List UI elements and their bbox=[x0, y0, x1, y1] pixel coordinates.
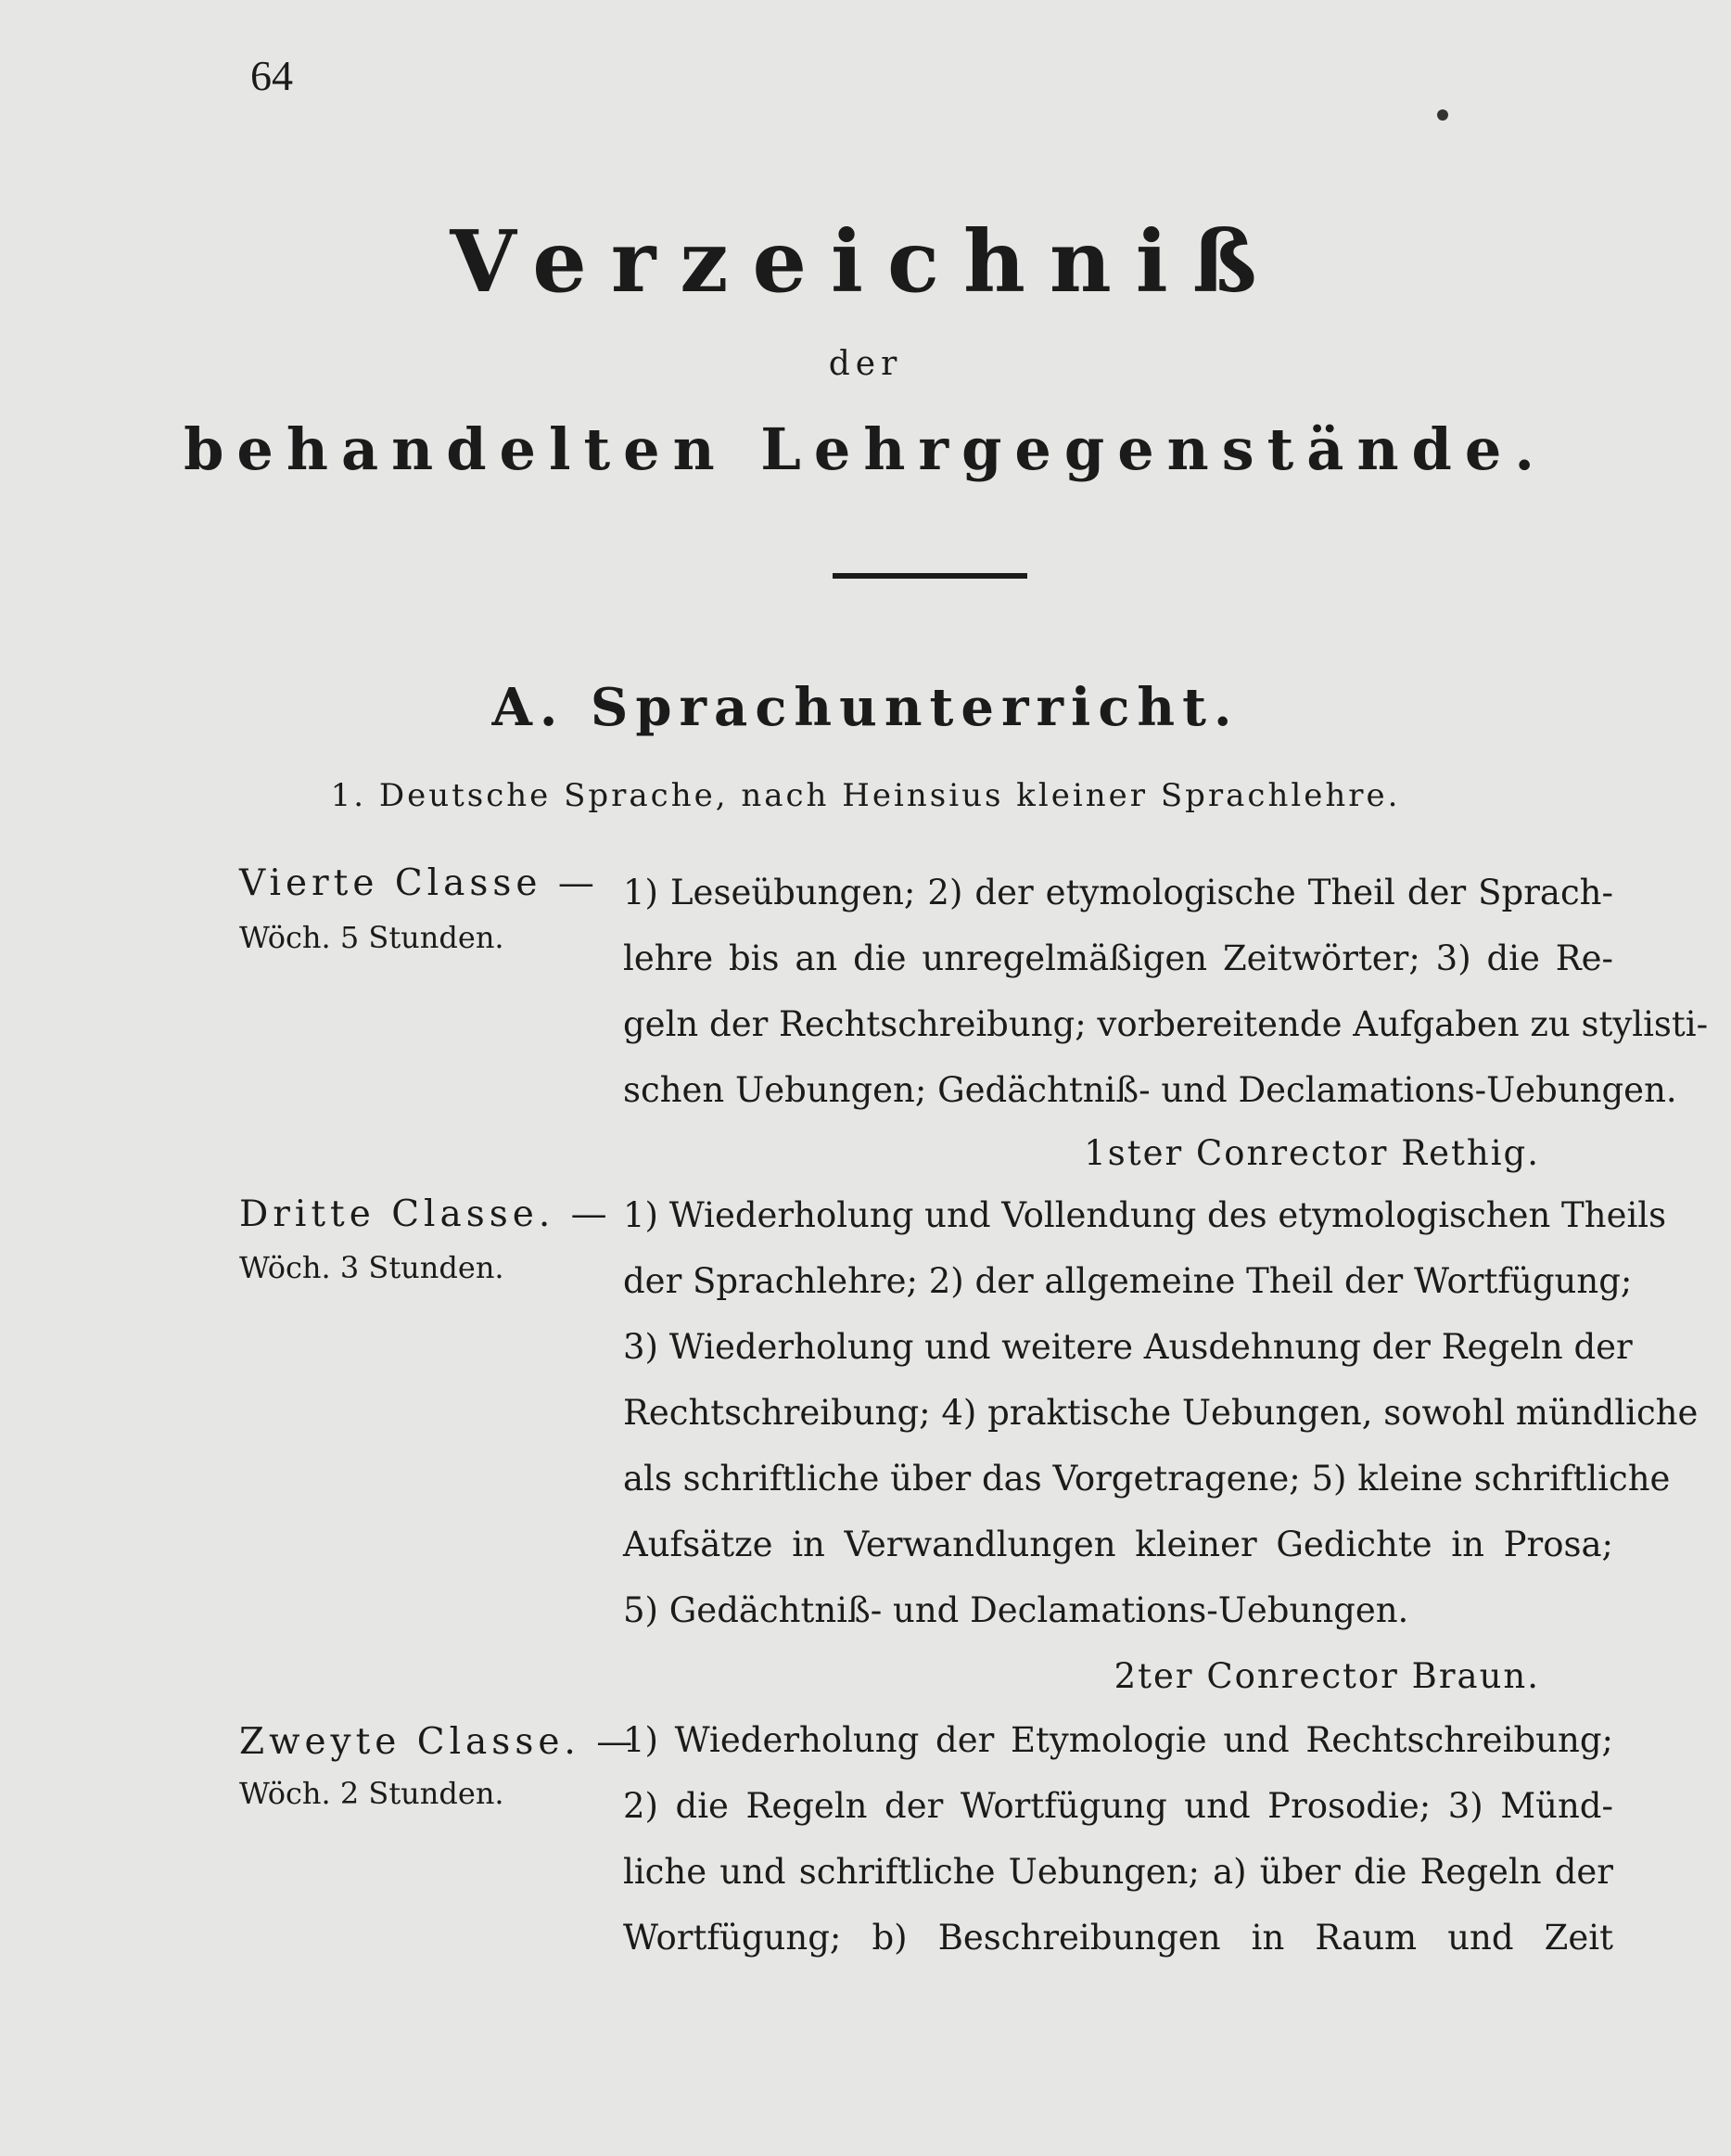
teacher-signature: 2ter Conrector Braun. bbox=[1114, 1656, 1540, 1696]
page-title: Verzeichniß bbox=[450, 211, 1281, 312]
class-name: Vierte Classe — bbox=[239, 862, 599, 904]
class-hours: Wöch. 2 Stunden. bbox=[239, 1776, 504, 1811]
text-line: der Sprachlehre; 2) der allgemeine Theil der Wortfügung; bbox=[623, 1261, 1633, 1301]
text-line: Wortfügung; b) Beschreibungen in Raum und Zeit bbox=[623, 1918, 1613, 1958]
text-line: Rechtschreibung; 4) praktische Uebungen, sowohl mündliche bbox=[623, 1393, 1699, 1433]
title-connector: der bbox=[828, 345, 903, 383]
text-line: 1) Wiederholung der Etymologie und Rechtschreibung; bbox=[623, 1720, 1613, 1760]
text-line: Aufsätze in Verwandlungen kleiner Gedichte in Prosa; bbox=[623, 1525, 1613, 1564]
text-line: 1) Leseübungen; 2) der etymologische Theil der Sprach- bbox=[623, 873, 1613, 912]
teacher-signature: 1ster Conrector Rethig. bbox=[1084, 1133, 1540, 1173]
text-line: 3) Wiederholung und weitere Ausdehnung der Regeln der bbox=[623, 1327, 1633, 1367]
text-line: 2) die Regeln der Wortfügung und Prosodie; 3) Münd- bbox=[623, 1786, 1613, 1826]
class-hours: Wöch. 5 Stunden. bbox=[239, 920, 504, 955]
class-name: Zweyte Classe. — bbox=[239, 1721, 638, 1763]
section-heading: A. Sprachunterricht. bbox=[491, 677, 1240, 738]
text-line: geln der Rechtschreibung; vorbereitende Aufgaben zu stylisti- bbox=[623, 1004, 1709, 1044]
text-line: als schriftliche über das Vorgetragene; 5) kleine schriftliche bbox=[623, 1459, 1671, 1499]
ink-speck bbox=[1437, 109, 1448, 121]
text-line: 5) Gedächtniß- und Declamations-Uebungen. bbox=[623, 1590, 1409, 1630]
text-line: lehre bis an die unregelmäßigen Zeitwörter; 3) die Re- bbox=[623, 938, 1613, 978]
text-line: 1) Wiederholung und Vollendung des etymologischen Theils bbox=[623, 1195, 1667, 1235]
title-divider bbox=[833, 573, 1027, 579]
page-number: 64 bbox=[250, 52, 293, 99]
subsection-heading: 1. Deutsche Sprache, nach Heinsius kleiner Sprachlehre. bbox=[330, 777, 1401, 814]
text-line: schen Uebungen; Gedächtniß- und Declamations-Uebungen. bbox=[623, 1070, 1677, 1110]
page-subtitle: behandelten Lehrgegenstände. bbox=[184, 415, 1547, 483]
class-hours: Wöch. 3 Stunden. bbox=[239, 1250, 504, 1285]
text-line: liche und schriftliche Uebungen; a) über die Regeln der bbox=[623, 1852, 1613, 1892]
class-name: Dritte Classe. — bbox=[239, 1193, 612, 1235]
